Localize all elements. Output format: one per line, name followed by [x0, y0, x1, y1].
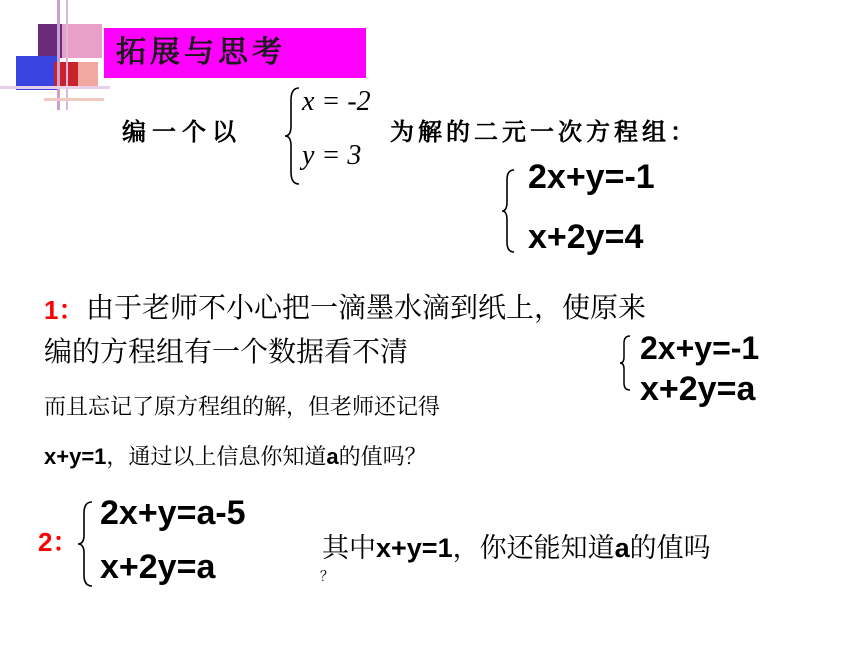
intro-suffix: 为解的二元一次方程组： [390, 117, 698, 146]
solution-brace [283, 86, 301, 186]
problem1-eq2: x+2y=a [640, 370, 756, 408]
problem1-eq1: 2x+y=-1 [640, 330, 760, 366]
problem1-line3: 而且忘记了原方程组的解，但老师还记得 [44, 395, 441, 420]
example-eq2: x+2y=4 [528, 218, 644, 256]
problem2-variable-a: a [614, 533, 630, 563]
decor-horizontal-line [0, 86, 110, 89]
problem1-variable-a: a [326, 444, 339, 469]
decor-square-salmon [78, 62, 98, 88]
solution-x: x = -2 [302, 86, 371, 117]
example-brace [500, 168, 516, 254]
problem2-text-b: ，你还能知道 [452, 533, 615, 564]
problem2-eq2: x+2y=a [100, 548, 216, 586]
problem1-number: 1： [44, 295, 85, 325]
problem1-condition: x+y=1 [44, 444, 107, 469]
problem1-brace [618, 334, 632, 392]
decor-square-dark [38, 24, 64, 58]
example-eq1: 2x+y=-1 [528, 158, 655, 196]
problem2-question-mark: ？ [320, 569, 334, 585]
problem1-line4-text-a: ，通过以上信息你知道 [106, 445, 327, 470]
decor-square-pink [62, 24, 102, 58]
problem2-text-a: 其中 [322, 533, 376, 564]
problem1-line4-text-b: 的值吗？ [338, 445, 427, 470]
page-title: 拓展与思考 [116, 35, 286, 70]
problem2-eq1: 2x+y=a-5 [100, 494, 246, 532]
problem1-line4 [44, 440, 427, 471]
decor-vertical-line [57, 0, 60, 110]
intro-prefix: 编一个以 [122, 117, 242, 146]
problem1-line2: 编的方程组有一个数据看不清 [44, 335, 409, 368]
problem2-text [322, 526, 711, 565]
problem2-number: 2： [38, 527, 79, 557]
decor-vertical-line-2 [66, 0, 68, 110]
problem2-brace [76, 500, 94, 588]
decor-horizontal-line-2 [44, 98, 104, 101]
problem2-condition: x+y=1 [376, 533, 453, 563]
problem2-text-c: 的值吗 [629, 533, 711, 564]
solution-y: y = 3 [302, 140, 362, 171]
corner-decoration [0, 0, 110, 110]
problem1-line1: 由于老师不小心把一滴墨水滴到纸上，使原来 [86, 291, 647, 324]
